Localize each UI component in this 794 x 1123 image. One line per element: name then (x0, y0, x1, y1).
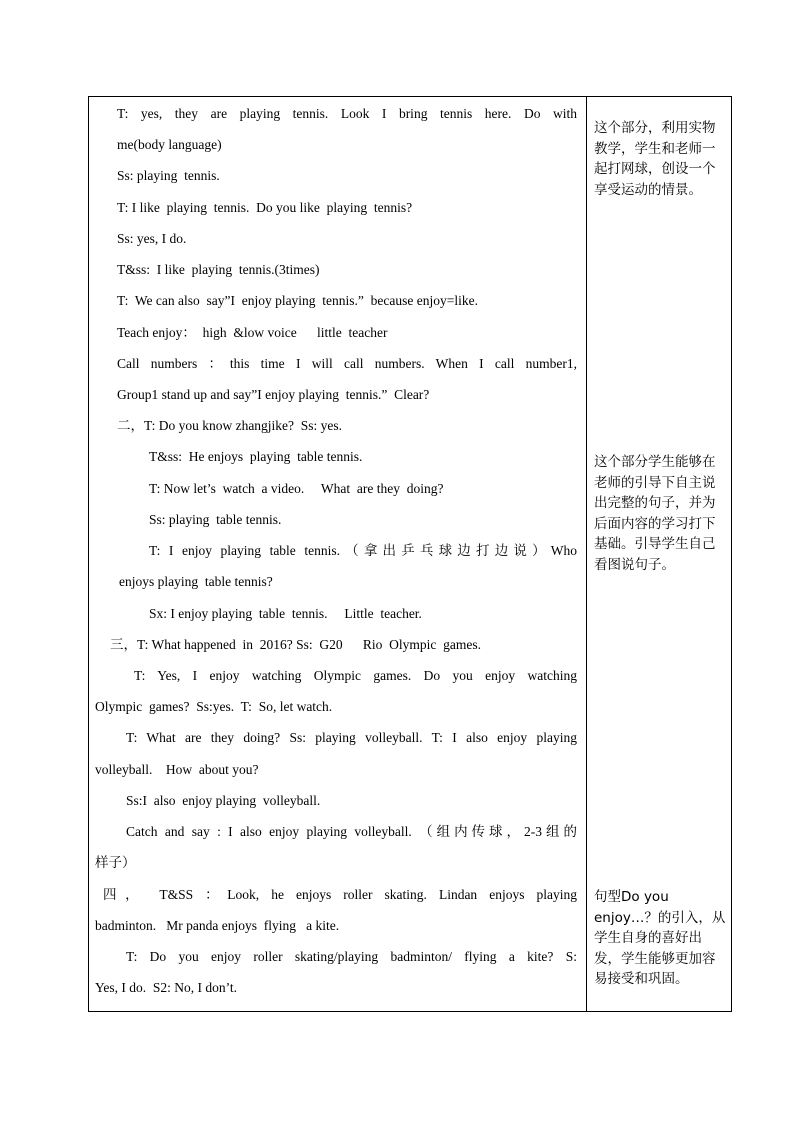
procedure-line: Ss:I also enjoy playing volleyball. (126, 793, 321, 808)
procedure-line: me(body language) (117, 137, 222, 152)
procedure-line: volleyball. How about you? (95, 762, 259, 777)
procedure-line: T: Do you enjoy roller skating/playing badminton/ flying a kite? S: (126, 949, 577, 964)
procedure-line: T: I enjoy playing table tennis.（拿出乒乓球边打边说）Who (149, 543, 577, 558)
procedure-line: Yes, I do. S2: No, I don’t. (95, 980, 238, 995)
procedure-line: T&ss: I like playing tennis.(3times) (117, 262, 320, 277)
column-divider (586, 96, 587, 1012)
procedure-line: Teach enjoy： high &low voice little teacher (117, 325, 388, 340)
design-note-3: 句型Do you enjoy…？的引入，从学生自身的喜好出发，学生能够更加容易接受和巩固。 (594, 889, 726, 987)
procedure-line: enjoys playing table tennis? (119, 574, 273, 589)
procedure-line: Sx: I enjoy playing table tennis. Little teacher. (149, 606, 422, 621)
design-note-1: 这个部分，利用实物教学，学生和老师一起打网球，创设一个享受运动的情景。 (594, 120, 716, 198)
procedure-line: T&ss: He enjoys playing table tennis. (149, 449, 363, 464)
procedure-line: 二，T: Do you know zhangjike? Ss: yes. (117, 418, 343, 433)
procedure-line: 四， T&SS ：Look, he enjoys roller skating. Lindan enjoys playing (103, 887, 577, 902)
procedure-line: T: Yes, I enjoy watching Olympic games. Do you enjoy watching (134, 668, 577, 683)
procedure-line: Catch and say : I also enjoy playing volleyball. （组内传球，2-3组的 (126, 824, 577, 839)
procedure-line: T: What are they doing? Ss: playing volleyball. T: I also enjoy playing (126, 730, 577, 745)
design-note-2: 这个部分学生能够在老师的引导下自主说出完整的句子，并为后面内容的学习打下基础。引导学生自己看图说句子。 (594, 454, 716, 573)
procedure-line: 三，T: What happened in 2016? Ss: G20 Rio Olympic games. (110, 637, 482, 652)
procedure-line: T: We can also say”I enjoy playing tennis.” because enjoy=like. (117, 293, 478, 308)
procedure-line: T: I like playing tennis. Do you like playing tennis? (117, 200, 413, 215)
procedure-line: Group1 stand up and say”I enjoy playing tennis.” Clear? (117, 387, 430, 402)
procedure-line: T: Now let’s watch a video. What are they doing? (149, 481, 444, 496)
procedure-line: 样子） (95, 855, 136, 870)
procedure-line: badminton. Mr panda enjoys flying a kite. (95, 918, 340, 933)
procedure-line: Call numbers ：this time I will call numbers. When I call number1, (117, 356, 577, 371)
procedure-line: Ss: playing tennis. (117, 168, 220, 183)
procedure-line: Olympic games? Ss:yes. T: So, let watch. (95, 699, 333, 714)
procedure-line: Ss: playing table tennis. (149, 512, 282, 527)
procedure-line: Ss: yes, I do. (117, 231, 187, 246)
procedure-line: T: yes, they are playing tennis. Look I bring tennis here. Do with (117, 106, 577, 121)
